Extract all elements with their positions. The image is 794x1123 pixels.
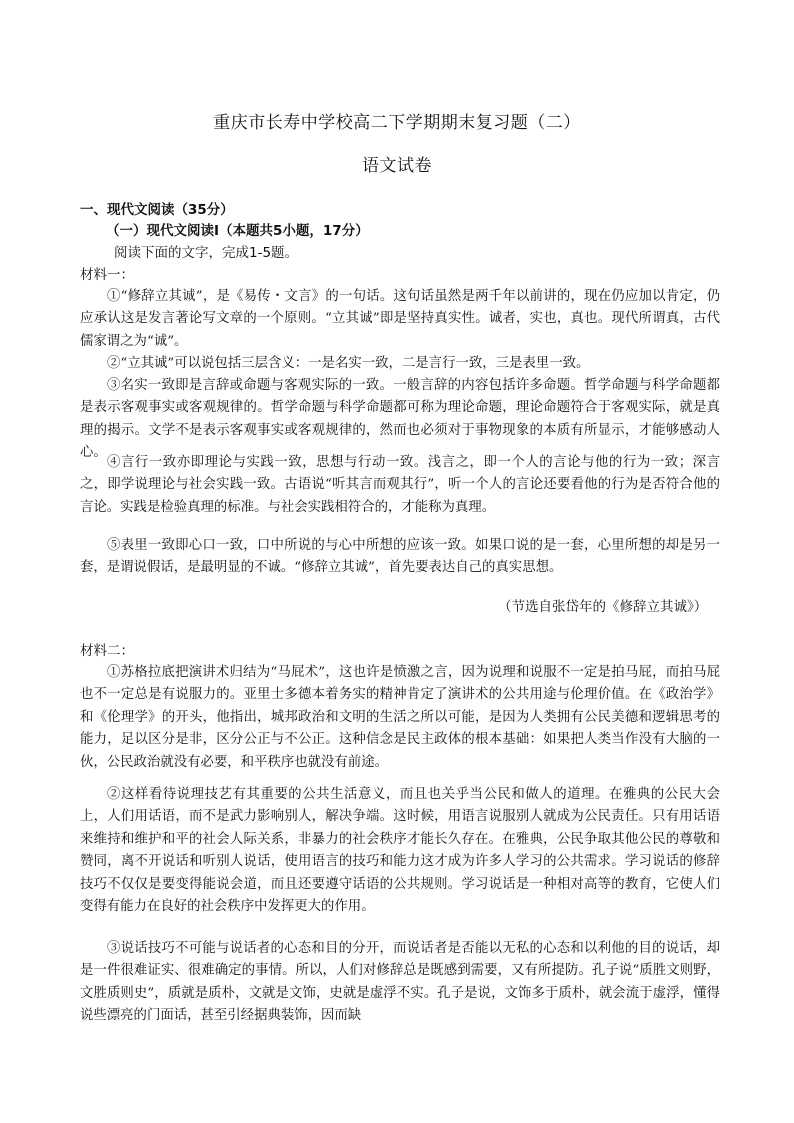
material1-paragraph-1: ①“修辞立其诚”，是《易传・文言》的一句话。这句话虽然是两千年以前讲的，现在仍应加以肯定，仍应承认这是发言著论写文章的一个原则。“立其诚”即是坚持真实性。诚者，实也，真也。现代所谓真，古代儒家谓之为“诚”。 [80, 289, 720, 349]
material2-paragraph-1: ①苏格拉底把演讲术归结为“马屁术”，这也许是愤激之言，因为说理和说服不一定是拍马屁，而拍马屁也不一定总是有说服力的。亚里士多德本着务实的精神肯定了演讲术的公共用途与伦理价值。在《政治学》和《伦理学》的开头，他指出，城邦政治和文明的生活之所以可能，是因为人类拥有公民美德和逻辑思考的能力，足以区分是非，区分公正与不公正。这种信念是民主政体的根本基础：如果把人类当作没有大脑的一伙，公民政治就没有必要，和平秩序也就没有前途。 [80, 665, 720, 770]
instruction-text: 阅读下面的文字，完成1-5题。 [114, 245, 299, 261]
material1-label: 材料一： [80, 267, 134, 283]
exam-title: 重庆市长寿中学校高二下学期期末复习题（二） [213, 113, 581, 133]
material1-source: （节选自张岱年的《修辞立其诚》） [498, 599, 708, 615]
section-heading: 一、现代文阅读（35分） [80, 202, 234, 218]
material1-paragraph-3: ③名实一致即是言辞或命题与客观实际的一致。一般言辞的内容包括许多命题。哲学命题与科学命题都是表示客观事实或客观规律的。哲学命题与科学命题都可称为理论命题，理论命题符合于客观实际，就是真理的揭示。文学不是表示客观事实或客观规律的，然而也必须对于事物现象的本质有所显示，才能够感动人心。 [80, 378, 720, 461]
part-heading: （一）现代文阅读Ⅰ（本题共5小题，17分） [106, 223, 369, 239]
material1-paragraph-4: ④言行一致亦即理论与实践一致，思想与行动一致。浅言之，即一个人的言论与他的行为一致；深言之，即学说理论与社会实践一致。古语说“听其言而观其行”，听一个人的言论还要看他的行为是否符合他的言论。实践是检验真理的标准。与社会实践相符合的，才能称为真理。 [80, 455, 720, 515]
material1-paragraph-2: ②“立其诚”可以说包括三层含义：一是名实一致，二是言行一致，三是表里一致。 [107, 356, 590, 371]
exam-subtitle: 语文试卷 [362, 156, 432, 176]
material1-paragraph-5: ⑤表里一致即心口一致，口中所说的与心中所想的应该一致。如果口说的是一套，心里所想的却是另一套，是谓说假话，是最明显的不诚。“修辞立其诚”，首先要表达自己的真实思想。 [80, 538, 720, 576]
material2-paragraph-3: ③说话技巧不可能与说话者的心态和目的分开，而说话者是否能以无私的心态和以利他的目的说话，却是一件很难证实、很难确定的事情。所以，人们对修辞总是既感到需要，又有所提防。孔子说“质胜文则野，文胜质则史”，质就是质朴，文就是文饰，史就是虚浮不实。孔子是说，文饰多于质朴，就会流于虚浮，懂得说些漂亮的门面话，甚至引经据典装饰，因而缺 [80, 941, 720, 1024]
material2-paragraph-2: ②这样看待说理技艺有其重要的公共生活意义，而且也关乎当公民和做人的道理。在雅典的公民大会上，人们用话语，而不是武力影响别人，解决争端。这时候，用语言说服别人就成为公民责任。只有用话语来维持和维护和平的社会人际关系，非暴力的社会秩序才能长久存在。在雅典，公民争取其他公民的尊敬和赞同，离不开说话和听别人说话，使用语言的技巧和能力这才成为许多人学习的公共需求。学习说话的修辞技巧不仅仅是要变得能说会道，而且还要遵守话语的公共规则。学习说话是一种相对高等的教育，它使人们变得有能力在良好的社会秩序中发挥更大的作用。 [80, 787, 720, 915]
material2-label: 材料二： [80, 643, 134, 659]
